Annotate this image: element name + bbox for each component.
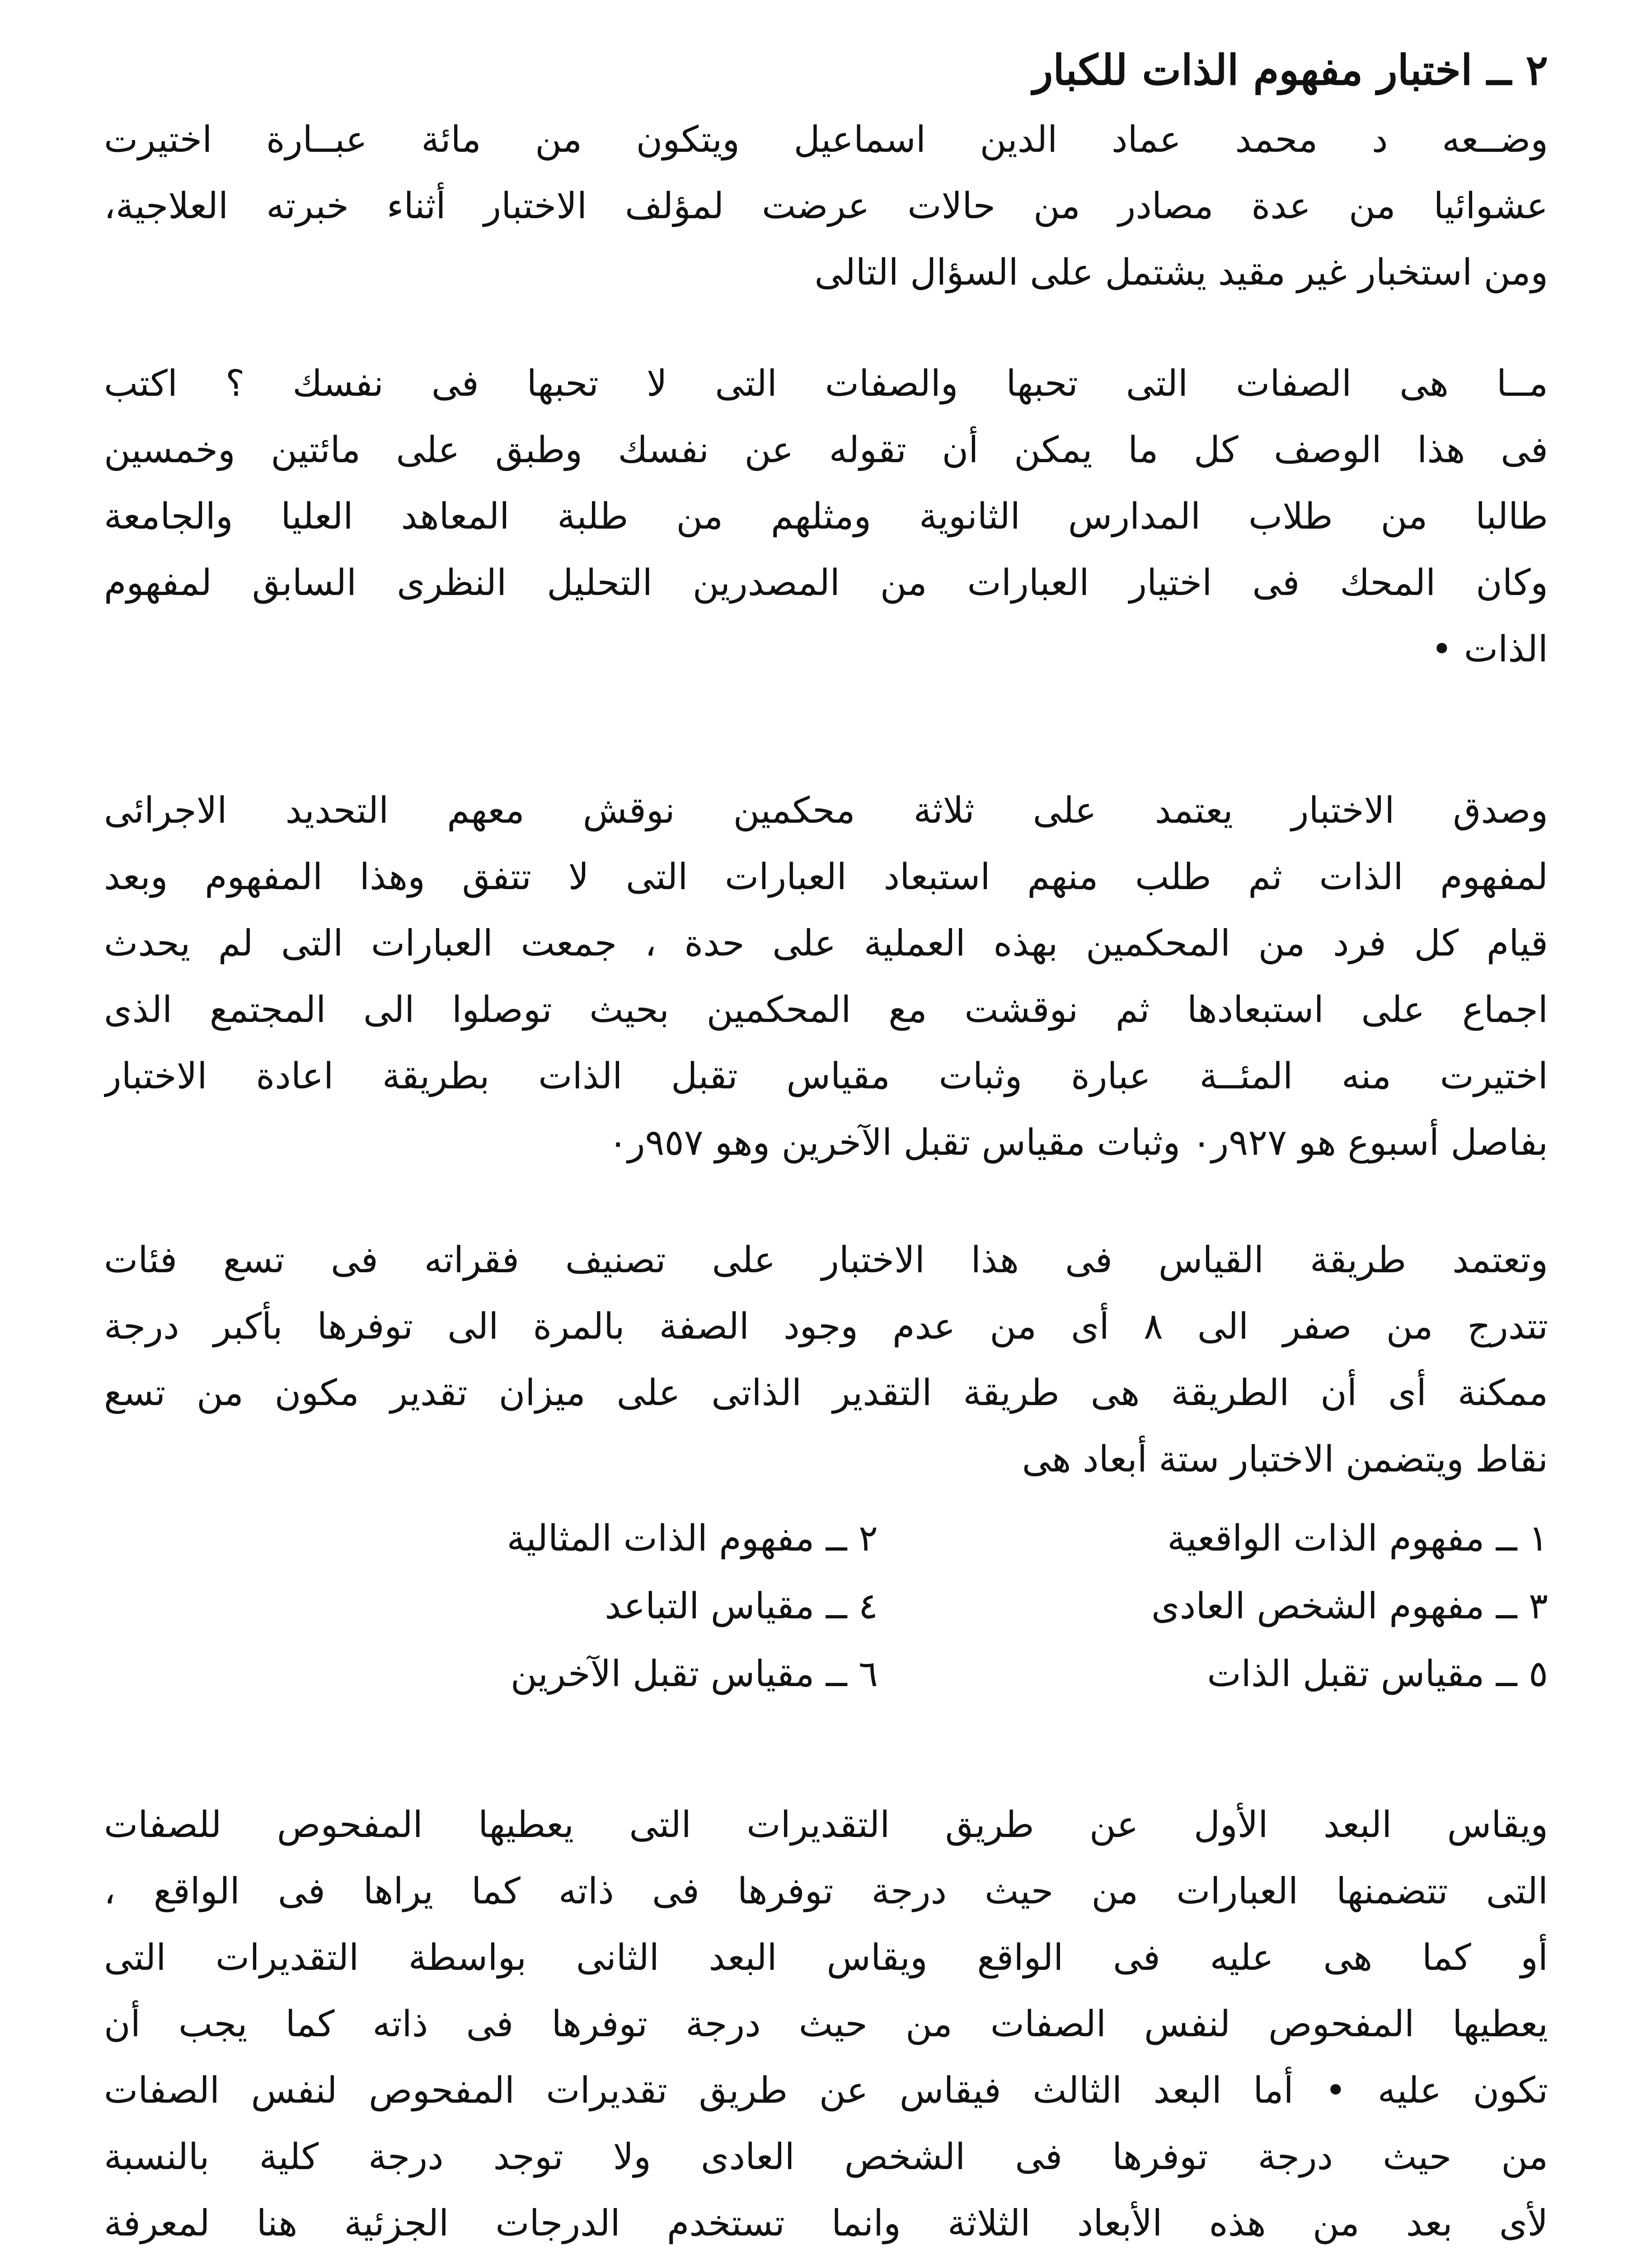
paragraph-question [104, 350, 1548, 682]
text-line: أو كما هى عليه فى الواقع ويقاس البعد الثانى بواسطة التقديرات التى [104, 1936, 1548, 1978]
text-line: تتدرج من صفر الى ٨ أى من عدم وجود الصفة بالمرة الى توفرها بأكبر درجة [104, 1305, 1548, 1347]
text-line: اجماع على استبعادها ثم نوقشت مع المحكمين بحيث توصلوا الى المجتمع الذى [104, 989, 1548, 1031]
text-line: يعطيها المفحوص لنفس الصفات من حيث درجة توفرها فى ذاته كما يجب أن [104, 2003, 1548, 2045]
text-line: طالبا من طلاب المدارس الثانوية ومثلهم من طلبة المعاهد العليا والجامعة [104, 495, 1548, 537]
dimensions-row [208, 1572, 1548, 1640]
text-line: لمفهوم الذات ثم طلب منهم استبعاد العبارات التى لا تتفق وهذا المفهوم وبعد [104, 856, 1548, 898]
dimension-item: ٦ ــ مقياس تقبل الآخرين [510, 1653, 878, 1695]
dimension-item: ١ ــ مفهوم الذات الواقعية [1167, 1517, 1548, 1559]
text-line: مــا هى الصفات التى تحبها والصفات التى لا تحبها فى نفسك ؟ اكتب [104, 362, 1548, 404]
text-line: بفاصل أسبوع هو ٩٢٧ر٠ وثبات مقياس تقبل الآخرين وهو ٩٥٧ر٠ [608, 1121, 1548, 1163]
text-line: ممكنة أى أن الطريقة هى طريقة التقدير الذاتى على ميزان تقدير مكون من تسع [104, 1372, 1548, 1414]
text-line: وتعتمد طريقة القياس فى هذا الاختبار على تصنيف فقراته فى تسع فئات [104, 1239, 1548, 1281]
text-line: لأى بعد من هذه الأبعاد الثلاثة وانما تستخدم الدرجات الجزئية هنا لمعرفة [104, 2202, 1548, 2244]
dimensions-row [208, 1640, 1548, 1708]
text-line: نقاط ويتضمن الاختبار ستة أبعاد هى [1022, 1438, 1548, 1480]
text-line: عشوائيا من عدة مصادر من حالات عرضت لمؤلف الاختبار أثناء خبرته العلاجية، [104, 185, 1548, 227]
text-line: وكان المحك فى اختيار العبارات من المصدرين التحليل النظرى السابق لمفهوم [104, 562, 1548, 604]
text-line: التى تتضمنها العبارات من حيث درجة توفرها فى ذاته كما يراها فى الواقع ، [104, 1870, 1548, 1912]
paragraph-test-origin [104, 106, 1548, 305]
text-line: تكون عليه • أما البعد الثالث فيقاس عن طريق تقديرات المفحوص لنفس الصفات [104, 2069, 1548, 2111]
paragraph-validity [104, 777, 1548, 1176]
dimensions-list [208, 1504, 1548, 1708]
text-line: ويقاس البعد الأول عن طريق التقديرات التى يعطيها المفحوص للصفات [104, 1804, 1548, 1846]
text-line [104, 2256, 1548, 2259]
text-line: وصدق الاختبار يعتمد على ثلاثة محكمين نوقش معهم التحديد الاجرائى [104, 789, 1548, 831]
text-line: الذات • [1431, 628, 1548, 670]
text-line: وضــعه د محمد عماد الدين اسماعيل ويتكون من مائة عبــارة اختيرت [104, 118, 1548, 160]
section-heading: ٢ ــ اختبار مفهوم الذات للكبار [1032, 46, 1548, 94]
dimensions-row [208, 1504, 1548, 1572]
paragraph-measurement [104, 1227, 1548, 1492]
text-line: قيام كل فرد من المحكمين بهذه العملية على حدة ، جمعت العبارات التى لم يحدث [104, 922, 1548, 964]
text-line: فى هذا الوصف كل ما يمكن أن تقوله عن نفسك وطبق على مائتين وخمسين [104, 429, 1548, 471]
paragraph-first-dimension [104, 1791, 1548, 2259]
text-line: اختيرت منه المئــة عبارة وثبات مقياس تقبل الذات بطريقة اعادة الاختبار [104, 1055, 1548, 1097]
dimension-item: ٥ ــ مقياس تقبل الذات [1207, 1653, 1548, 1695]
dimension-item: ٢ ــ مفهوم الذات المثالية [507, 1517, 878, 1559]
dimension-item: ٤ ــ مقياس التباعد [605, 1585, 878, 1627]
text-line: من حيث درجة توفرها فى الشخص العادى ولا توجد درجة كلية بالنسبة [104, 2136, 1548, 2178]
dimension-item: ٣ ــ مفهوم الشخص العادى [1151, 1585, 1548, 1627]
text-line: ومن استخبار غير مقيد يشتمل على السؤال التالى [814, 251, 1548, 293]
